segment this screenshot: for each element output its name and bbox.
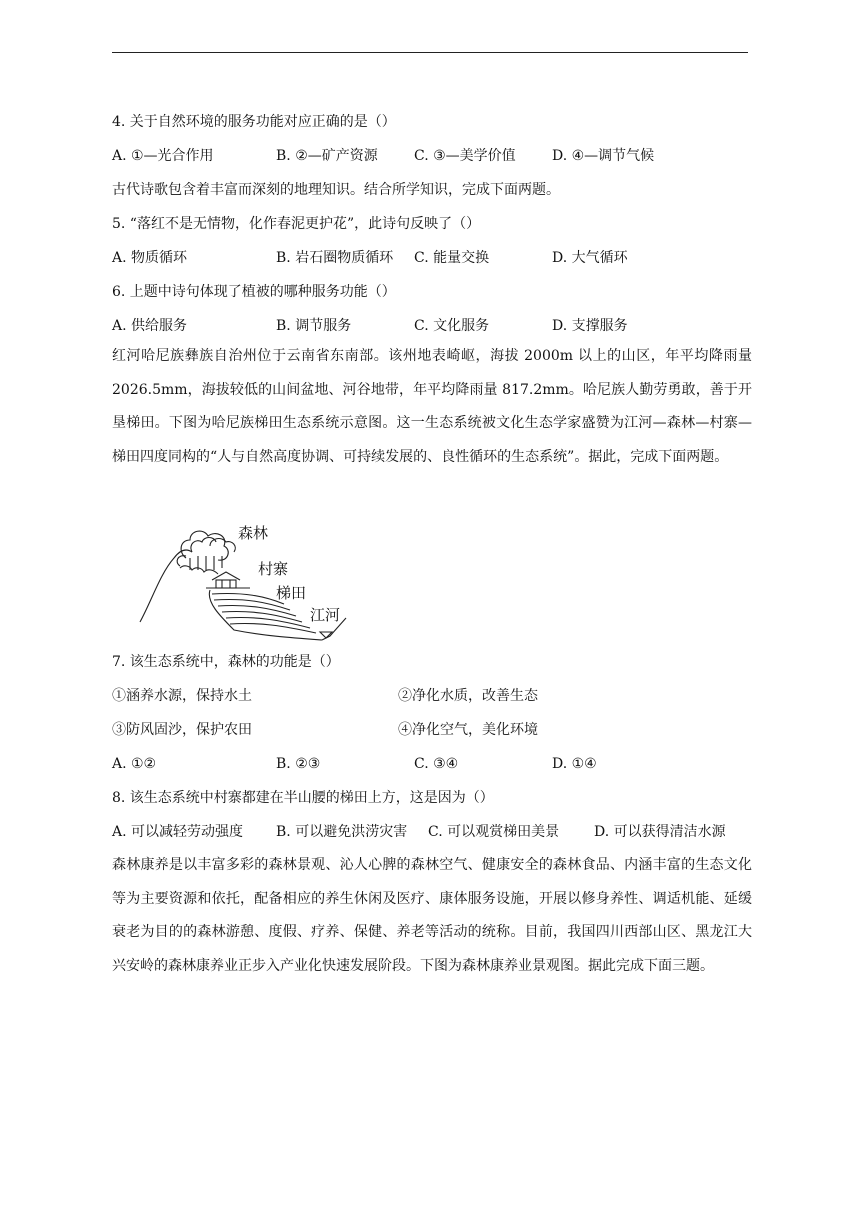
q4-option-c: C. ③—美学价值 [414,148,516,164]
q5-option-a: A. 物质循环 [112,250,188,266]
forest-trees [177,531,235,574]
q8-option-b: B. 可以避免洪涝灾害 [276,824,408,840]
q6-option-d: D. 支撑服务 [552,318,628,334]
q5-option-d: D. 大气循环 [552,250,628,266]
q5-option-b: B. 岩石圈物质循环 [276,250,394,266]
question-8-stem: 8. 该生态系统中村寨都建在半山腰的梯田上方，这是因为（） [112,790,494,806]
q7-option-a: A. ①② [112,756,157,772]
terrace-ecosystem-diagram [134,512,356,644]
question-6-stem: 6. 上题中诗句体现了植被的哪种服务功能（） [112,284,396,300]
question-5-stem: 5. “落红不是无情物，化作春泥更护花”，此诗句反映了（） [112,216,481,232]
q4-option-d: D. ④—调节气候 [552,148,655,164]
q7-option-d: D. ①④ [552,756,597,772]
label-terrace: 梯田 [276,584,307,602]
q7-item-4: ④净化空气，美化环境 [398,722,538,738]
village-houses [206,572,250,588]
q8-option-c: C. 可以观赏梯田美景 [428,824,560,840]
q4-option-a: A. ①—光合作用 [112,148,214,164]
intro-hani-paragraph: 红河哈尼族彝族自治州位于云南省东南部。该州地表崎岖，海拔 2000m 以上的山区，年平均降雨量 2026.5mm，海拔较低的山间盆地、河谷地带，年平均降雨量 817.2mm。哈尼族人勤劳勇敢，善于开垦梯田。下图为哈尼族梯田生态系统示意图。这一生态系统被文化生态学家盛赞为江河—森林—村寨—梯田四度同构的“人与自然高度协调、可持续发展的、良性循环的生态系统”。据此，完成下面两题。 [112,348,752,465]
intro-poem: 古代诗歌包含着丰富而深刻的地理知识。结合所学知识，完成下面两题。 [112,182,560,198]
label-river: 江河 [310,606,341,624]
label-forest: 森林 [238,524,269,542]
q6-option-b: B. 调节服务 [276,318,352,334]
label-village: 村寨 [258,560,289,578]
q7-option-b: B. ②③ [276,756,321,772]
q7-item-3: ③防风固沙，保护农田 [112,722,252,738]
header-rule [112,52,748,53]
q4-option-b: B. ②—矿产资源 [276,148,378,164]
q7-item-2: ②净化水质，改善生态 [398,688,538,704]
q6-option-a: A. 供给服务 [112,318,188,334]
q7-option-c: C. ③④ [414,756,459,772]
q5-option-c: C. 能量交换 [414,250,490,266]
q8-option-d: D. 可以获得清洁水源 [594,824,726,840]
question-7-stem: 7. 该生态系统中，森林的功能是（） [112,654,340,670]
intro-forest-wellness-paragraph: 森林康养是以丰富多彩的森林景观、沁人心脾的森林空气、健康安全的森林食品、内涵丰富的生态文化等为主要资源和依托，配备相应的养生休闲及医疗、康体服务设施，开展以修身养性、调适机能、延缓衰老为目的的森林游憩、度假、疗养、保健、养老等活动的统称。目前，我国四川西部山区、黑龙江大兴安岭的森林康养业正步入产业化快速发展阶段。下图为森林康养业景观图。据此完成下面三题。 [112,857,752,974]
q8-option-a: A. 可以减轻劳动强度 [112,824,244,840]
question-4-stem: 4. 关于自然环境的服务功能对应正确的是（） [112,114,396,130]
q7-item-1: ①涵养水源，保持水土 [112,688,252,704]
q6-option-c: C. 文化服务 [414,318,490,334]
mountain-slope [140,550,192,622]
